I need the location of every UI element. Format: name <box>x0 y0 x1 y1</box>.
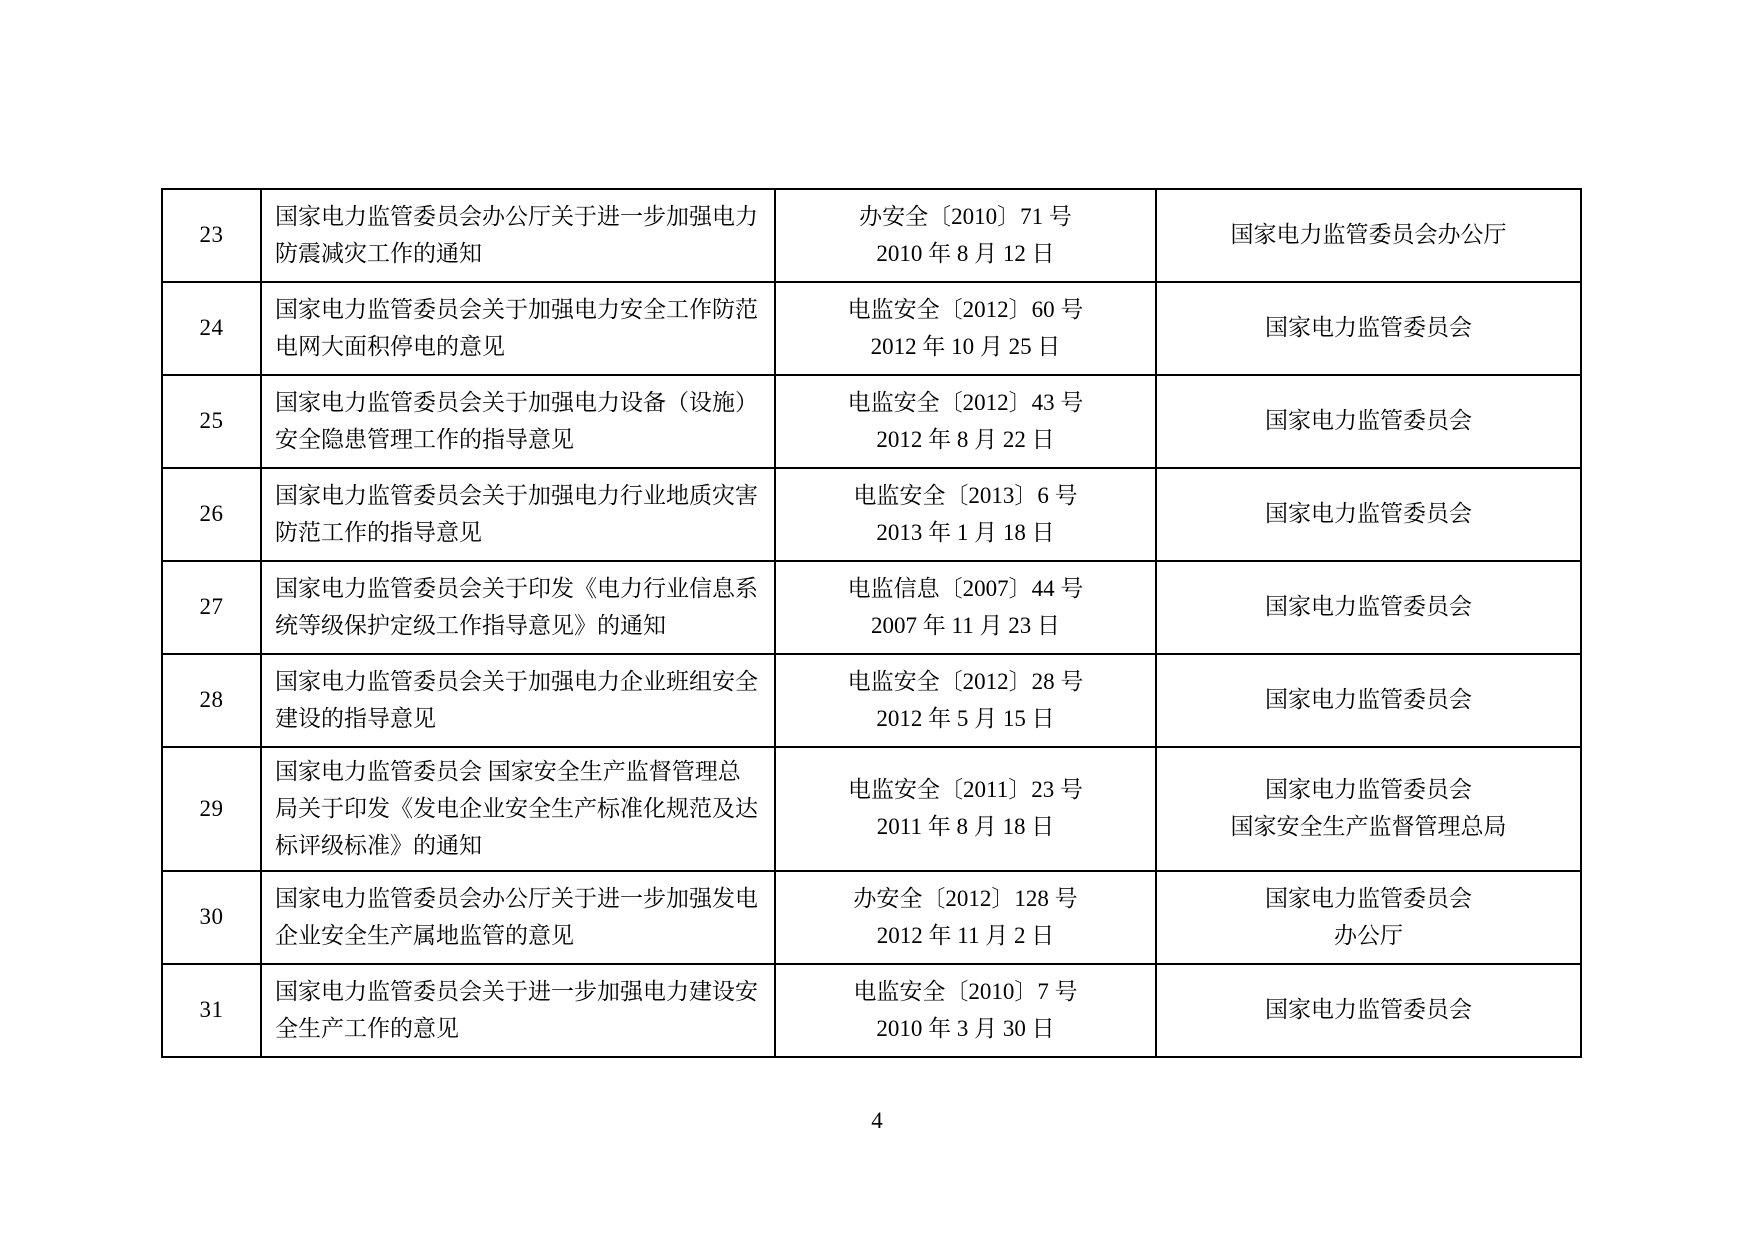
table-row <box>162 871 1581 964</box>
title-cell: 国家电力监管委员会关于加强电力企业班组安全建设的指导意见 <box>261 654 775 747</box>
doc-number-cell <box>775 654 1156 747</box>
doc-number-cell <box>775 964 1156 1057</box>
doc-number: 电监安全〔2012〕60 号 <box>847 296 1084 322</box>
table-row <box>162 747 1581 871</box>
doc-date: 2012 年 11 月 2 日 <box>876 922 1055 948</box>
doc-date: 2007 年 11 月 23 日 <box>871 612 1060 638</box>
table-row <box>162 561 1581 654</box>
authority-cell <box>1156 871 1581 964</box>
title-cell: 国家电力监管委员会关于进一步加强电力建设安全生产工作的意见 <box>261 964 775 1057</box>
serial-cell: 28 <box>162 654 261 747</box>
doc-number-cell <box>775 282 1156 375</box>
authority-cell <box>1156 561 1581 654</box>
serial-cell: 25 <box>162 375 261 468</box>
doc-date: 2013 年 1 月 18 日 <box>876 519 1055 545</box>
authority-cell <box>1156 282 1581 375</box>
table-row <box>162 282 1581 375</box>
authority-cell <box>1156 189 1581 282</box>
authority-line: 国家安全生产监督管理总局 <box>1230 814 1507 840</box>
doc-number-cell <box>775 561 1156 654</box>
authority-cell <box>1156 654 1581 747</box>
authority-line: 国家电力监管委员会 <box>1265 997 1472 1023</box>
table-row <box>162 468 1581 561</box>
authority-line: 国家电力监管委员会 <box>1265 777 1472 803</box>
doc-number: 电监安全〔2012〕28 号 <box>847 668 1084 694</box>
doc-number: 电监信息〔2007〕44 号 <box>847 575 1084 601</box>
doc-number-cell <box>775 189 1156 282</box>
doc-number-cell <box>775 468 1156 561</box>
serial-cell: 23 <box>162 189 261 282</box>
serial-cell: 26 <box>162 468 261 561</box>
authority-line: 国家电力监管委员会 <box>1265 687 1472 713</box>
doc-number: 电监安全〔2013〕6 号 <box>853 482 1078 508</box>
table-row <box>162 375 1581 468</box>
authority-cell <box>1156 747 1581 871</box>
regulations-table <box>161 188 1582 1058</box>
authority-cell <box>1156 964 1581 1057</box>
serial-cell: 29 <box>162 747 261 871</box>
authority-line: 国家电力监管委员会 <box>1265 408 1472 434</box>
doc-number-cell <box>775 747 1156 871</box>
table-row <box>162 189 1581 282</box>
doc-number-cell <box>775 375 1156 468</box>
page-number: 4 <box>871 1108 883 1133</box>
title-cell: 国家电力监管委员会关于加强电力设备（设施）安全隐患管理工作的指导意见 <box>261 375 775 468</box>
authority-cell <box>1156 375 1581 468</box>
doc-number: 电监安全〔2010〕7 号 <box>853 979 1078 1005</box>
doc-number-cell <box>775 871 1156 964</box>
doc-date: 2011 年 8 月 18 日 <box>876 814 1055 840</box>
serial-cell: 24 <box>162 282 261 375</box>
doc-number: 电监安全〔2011〕23 号 <box>848 777 1083 803</box>
doc-number: 办安全〔2010〕71 号 <box>859 203 1072 229</box>
doc-date: 2012 年 10 月 25 日 <box>870 333 1061 359</box>
authority-line: 国家电力监管委员会 <box>1265 501 1472 527</box>
authority-cell <box>1156 468 1581 561</box>
authority-line: 国家电力监管委员会 <box>1265 886 1472 912</box>
authority-line: 国家电力监管委员会 <box>1265 315 1472 341</box>
doc-date: 2012 年 8 月 22 日 <box>876 426 1055 452</box>
title-cell: 国家电力监管委员会关于印发《电力行业信息系统等级保护定级工作指导意见》的通知 <box>261 561 775 654</box>
table-row <box>162 964 1581 1057</box>
table-row <box>162 654 1581 747</box>
title-cell: 国家电力监管委员会关于加强电力行业地质灾害防范工作的指导意见 <box>261 468 775 561</box>
serial-cell: 30 <box>162 871 261 964</box>
title-cell: 国家电力监管委员会 国家安全生产监督管理总局关于印发《发电企业安全生产标准化规范及达标评级标准》的通知 <box>261 747 775 871</box>
doc-number: 电监安全〔2012〕43 号 <box>847 389 1084 415</box>
serial-cell: 27 <box>162 561 261 654</box>
doc-date: 2010 年 8 月 12 日 <box>876 240 1055 266</box>
title-cell: 国家电力监管委员会办公厅关于进一步加强发电企业安全生产属地监管的意见 <box>261 871 775 964</box>
doc-date: 2012 年 5 月 15 日 <box>876 705 1055 731</box>
serial-cell: 31 <box>162 964 261 1057</box>
authority-line: 办公厅 <box>1334 922 1403 948</box>
title-cell: 国家电力监管委员会关于加强电力安全工作防范电网大面积停电的意见 <box>261 282 775 375</box>
title-cell: 国家电力监管委员会办公厅关于进一步加强电力防震减灾工作的通知 <box>261 189 775 282</box>
doc-date: 2010 年 3 月 30 日 <box>876 1015 1055 1041</box>
authority-line: 国家电力监管委员会 <box>1265 594 1472 620</box>
authority-line: 国家电力监管委员会办公厅 <box>1230 222 1507 248</box>
doc-number: 办安全〔2012〕128 号 <box>853 886 1078 912</box>
